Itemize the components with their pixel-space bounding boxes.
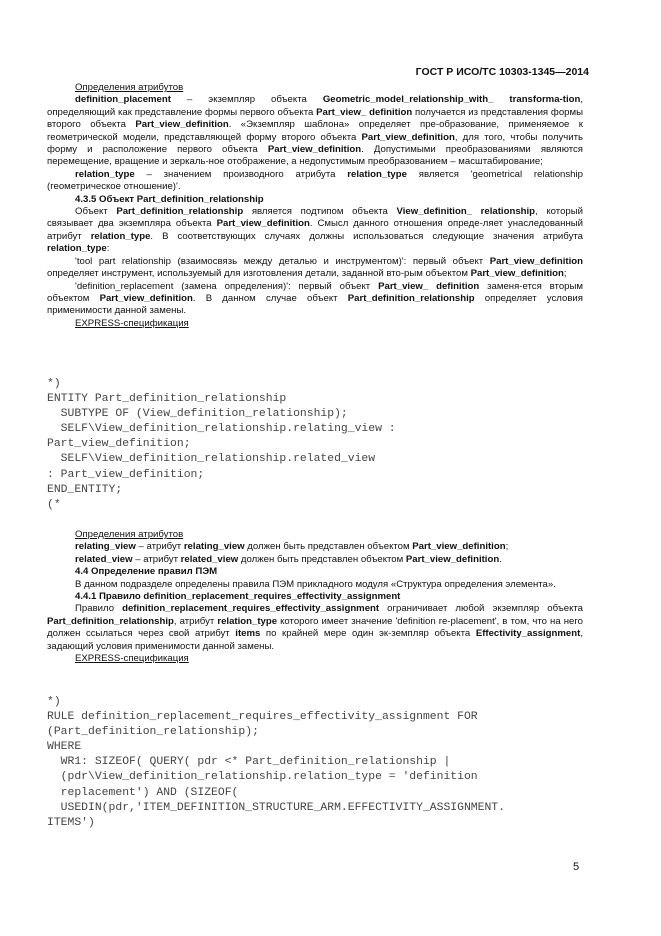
bold-term: relating_view <box>75 541 136 553</box>
document-header: ГОСТ Р ИСО/ТС 10303-1345—2014 <box>415 66 589 78</box>
paragraph <box>47 206 583 256</box>
paragraph <box>47 94 583 168</box>
text-run: Правило <box>75 603 123 615</box>
paragraph <box>47 169 583 194</box>
text-run: , для того, чтобы получить форму и расположение первого объекта <box>47 131 583 156</box>
attribute-definitions-section <box>47 82 583 330</box>
text-run: , задающий условия применимости данной замены. <box>47 628 583 652</box>
text-run: – атрибут <box>132 553 181 565</box>
paragraph <box>47 82 583 94</box>
paragraph <box>47 566 583 578</box>
text-run: по крайней мере один эк-земпляр объекта <box>260 628 476 640</box>
bold-term: definition_replacement_requires_effectivity_assignment <box>122 603 380 615</box>
bold-term: relation_type <box>47 243 107 255</box>
text-run: является 'geometrical relationship (геометрическое отношение)'. <box>47 168 583 193</box>
bold-term: Part_view_definition <box>361 131 455 143</box>
text-run: является подтипом объекта <box>243 206 397 218</box>
text-run: – экземпляр объекта <box>170 94 323 106</box>
bold-term: related_view <box>75 553 133 565</box>
bold-term: Part_view_definition <box>405 553 500 565</box>
text-run: ; <box>563 268 567 280</box>
paragraph <box>47 591 583 603</box>
bold-term: Part_view_ <box>378 280 429 292</box>
text-run: : <box>106 243 110 255</box>
text-run: , определяющий как представление формы первого объекта <box>47 94 583 118</box>
express-entity-code: *) ENTITY Part_definition_relationship SUBTYPE OF (View_definition_relationship); SELF\View_definition_relationship.relating_view : Part_view_definition; SELF\View_definition_relationship.related_view : Part_view_definition; END_ENTITY; (* <box>47 378 396 511</box>
bold-term: 4.3.5 Объект Part_definition_relationship <box>75 193 264 205</box>
bold-term: Part_definition_relationship <box>347 292 475 304</box>
bold-term: Part_definition_relationship <box>47 615 174 627</box>
paragraph <box>47 529 583 541</box>
text-run: , который связывает два экземпляра объекта <box>47 206 583 230</box>
bold-term: 4.4.1 Правило definition_replacement_requires_effectivity_assignment <box>75 591 401 603</box>
bold-term: Part_view_definition <box>470 268 564 280</box>
text-run: , атрибут <box>173 615 218 627</box>
bold-term: Part_view_definition <box>135 119 229 131</box>
paragraph <box>47 653 583 665</box>
text-run <box>428 281 436 292</box>
text-run: Определения атрибутов <box>75 82 184 93</box>
text-run: определяет условия применимости данной замены. <box>47 292 583 317</box>
paragraph <box>47 281 583 318</box>
bold-term: Part_view_definition <box>99 292 193 304</box>
bold-term: Effectivity_assignment <box>475 628 581 640</box>
bold-term: items <box>235 628 261 640</box>
paragraph <box>47 554 583 566</box>
bold-term: Part_view_definition <box>267 144 362 156</box>
text-run: которого имеет значение 'definition re-placement', в том, что на него должен ссылаться через свой атрибут <box>47 615 584 640</box>
paragraph <box>47 579 583 591</box>
bold-term: 4.4 Определение правил ПЭМ <box>75 566 218 578</box>
text-run: получается из представления формы второго объекта <box>47 106 583 131</box>
text-run: – атрибут <box>135 541 184 553</box>
text-run: определяет инструмент, используемый для изготовления детали, заданной вто-рым объектом <box>47 268 471 280</box>
express-rule-code: *) RULE definition_replacement_requires_effectivity_assignment FOR (Part_definition_relationship); WHERE WR1: SIZEOF( QUERY( pdr <* Part_definition_relationship | (pdr\View_definition_relationship.relation_type = 'definition replacement') AND (SIZEOF( USEDIN(pdr,'ITEM_DEFINITION_STRUCTURE_ARM.EFFECTIVITY_ASSIGNMENT. ITEMS') <box>47 696 505 829</box>
text-run: – значением производного атрибута <box>134 168 348 180</box>
rules-section <box>47 529 583 665</box>
paragraph <box>47 603 583 653</box>
text-run: . Допустимыми преобразованиями являются перемещение, вращение и зеркаль-ное отображение, а недопустимым преобразованием – масштабирование; <box>47 144 583 168</box>
text-run: 'definition_replacement (замена определения)': первый объект <box>75 280 379 292</box>
page-number: 5 <box>573 861 580 873</box>
text-run: . «Экземпляр шаблона» определяет пре-образование, применяемое к геометрической модели, представляющей форму второго объекта <box>47 119 584 143</box>
bold-term: Geometric_model_relationship_with_ transforma-tion <box>322 94 581 106</box>
bold-term: Part_definition_relationship <box>116 206 244 218</box>
text-run: должен быть представлен объектом <box>244 541 413 553</box>
paragraph <box>47 318 583 330</box>
bold-term: definition <box>436 280 480 292</box>
bold-term: Part_view_definition <box>412 541 506 553</box>
paragraph <box>47 256 583 281</box>
bold-term: definition_placement <box>75 94 171 106</box>
bold-term: relating_view <box>183 541 245 553</box>
text-run: 'tool part relationship (взаимосвязь между деталью и инструментом)': первый объект <box>75 255 490 267</box>
bold-term: relation_type <box>217 615 278 627</box>
bold-term: Part_view_ definition <box>316 106 413 118</box>
bold-term: Part_view_definition <box>216 218 310 230</box>
text-run: EXPRESS-спецификация <box>75 317 189 329</box>
text-run: EXPRESS-спецификация <box>75 653 189 665</box>
text-run: . В данном случае объект <box>192 292 348 304</box>
text-run: В данном подразделе определены правила ПЭМ прикладного модуля «Структура определения элемента». <box>75 578 556 590</box>
text-run: заменя-ется вторым объектом <box>47 280 583 304</box>
bold-term: relation_type <box>75 168 135 180</box>
text-run: . Смысл данного отношения опреде-ляет унаследованный атрибут <box>47 218 583 242</box>
bold-term: View_definition_ relationship <box>396 206 536 218</box>
text-run: . <box>499 553 502 565</box>
text-run: Определения атрибутов <box>75 529 184 540</box>
bold-term: relation_type <box>347 168 407 180</box>
text-run: Объект <box>75 206 117 218</box>
text-run: . В соответствующих случаях должны использоваться следующие значения атрибута <box>150 230 583 242</box>
paragraph <box>47 194 583 206</box>
text-run: ограничивает любой экземпляр объекта <box>379 603 584 615</box>
text-run: должен быть представлен объектом <box>238 553 406 565</box>
text-run: ; <box>505 541 509 553</box>
bold-term: Part_view_definition <box>489 255 583 267</box>
paragraph <box>47 541 583 553</box>
bold-term: related_view <box>180 553 239 565</box>
bold-term: relation_type <box>90 230 151 242</box>
